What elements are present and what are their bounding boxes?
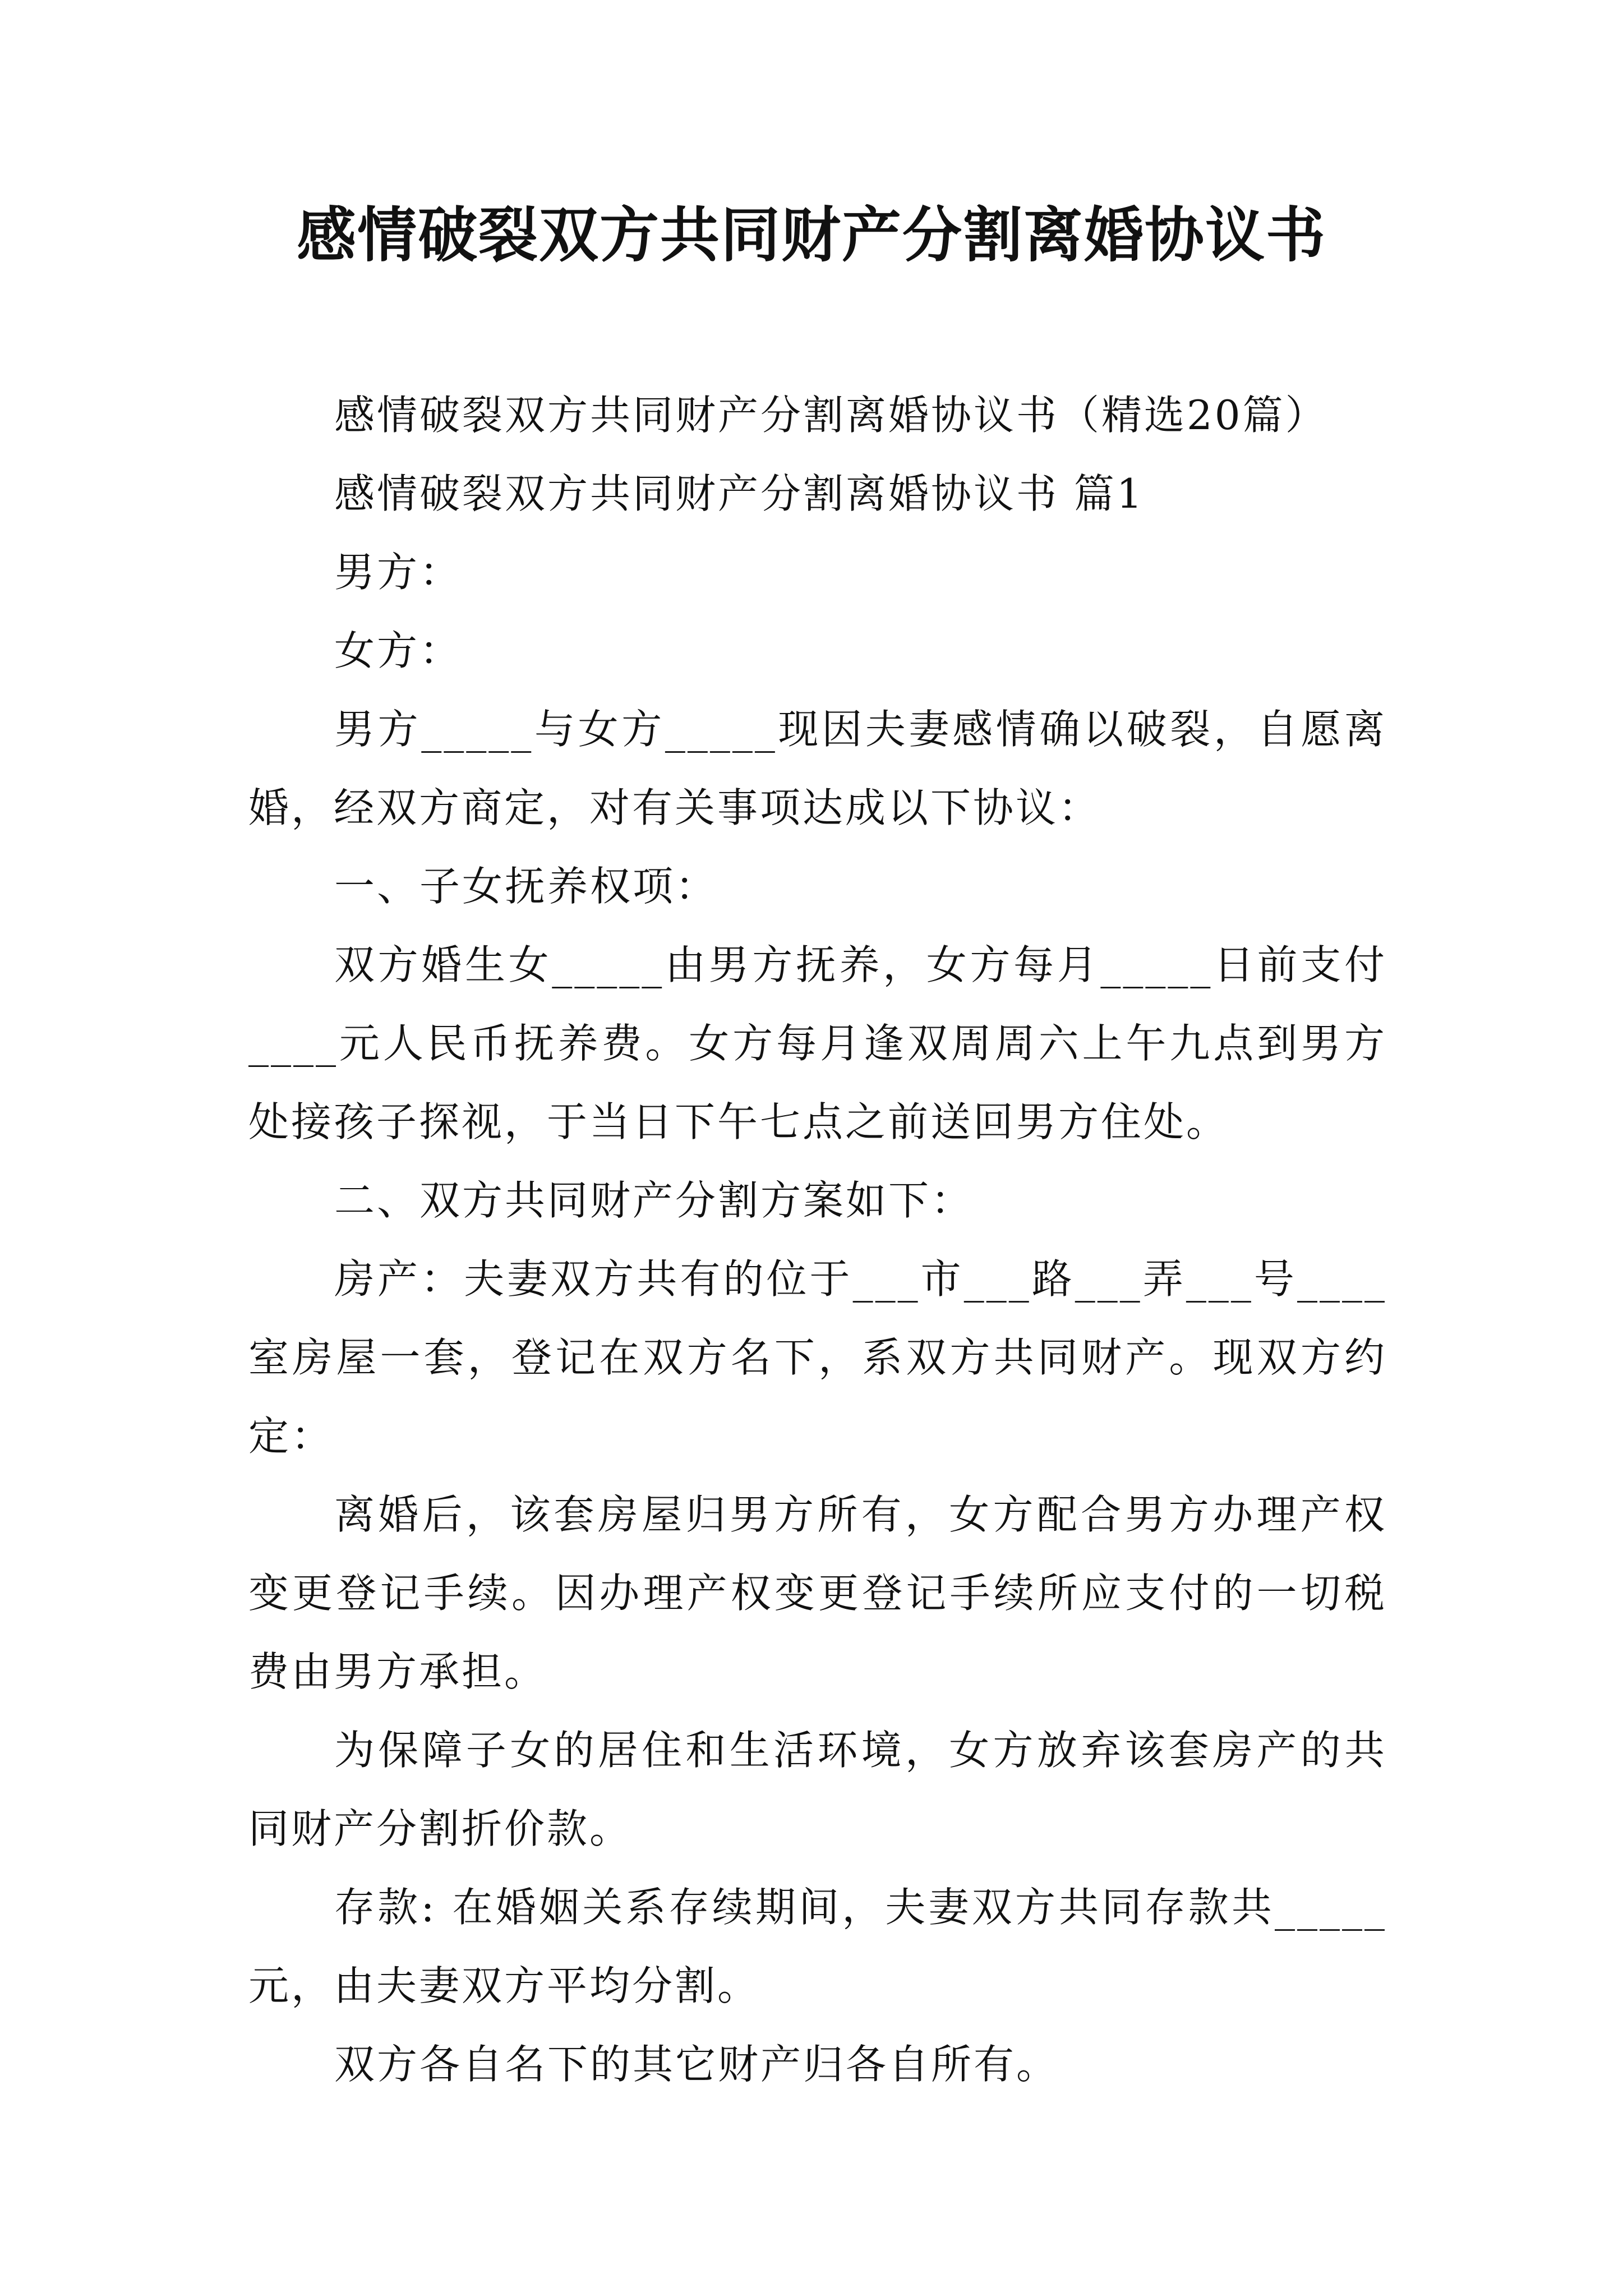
paragraph-agreement-intro: 男方_____与女方_____现因夫妻感情确以破裂，自愿离婚，经双方商定，对有关事项达成以下协议： — [248, 706, 1387, 831]
paragraph-property-heading: 二、双方共同财产分割方案如下： — [334, 1177, 974, 1224]
paragraph-subtitle: 感情破裂双方共同财产分割离婚协议书（精选20篇） — [334, 392, 1328, 439]
paragraph-female-party: 女方： — [334, 627, 463, 674]
paragraph-section-heading: 感情破裂双方共同财产分割离婚协议书 篇1 — [334, 470, 1145, 517]
document-title: 感情破裂双方共同财产分割离婚协议书 — [297, 201, 1326, 270]
paragraph-waiver: 为保障子女的居住和生活环境，女方放弃该套房产的共同财产分割折价款。 — [248, 1727, 1387, 1852]
paragraph-other-property: 双方各自名下的其它财产归各自所有。 — [334, 2041, 1059, 2088]
paragraph-real-estate-ownership: 离婚后，该套房屋归男方所有，女方配合男方办理产权变更登记手续。因办理产权变更登记手续所应支付的一切税费由男方承担。 — [248, 1491, 1387, 1695]
paragraph-custody-heading: 一、子女抚养权项： — [334, 863, 718, 910]
paragraph-male-party: 男方： — [334, 549, 463, 596]
paragraph-real-estate: 房产：夫妻双方共有的位于___市___路___弄___号____室房屋一套，登记在双方名下，系双方共同财产。现双方约定： — [248, 1255, 1387, 1460]
paragraph-custody-terms: 双方婚生女_____由男方抚养，女方每月_____日前支付____元人民币抚养费。女方每月逢双周周六上午九点到男方处接孩子探视，于当日下午七点之前送回男方住处。 — [248, 941, 1387, 1145]
paragraph-savings: 存款: 在婚姻关系存续期间，夫妻双方共同存款共_____元，由夫妻双方平均分割。 — [248, 1884, 1387, 2009]
document-body — [248, 376, 1387, 2104]
